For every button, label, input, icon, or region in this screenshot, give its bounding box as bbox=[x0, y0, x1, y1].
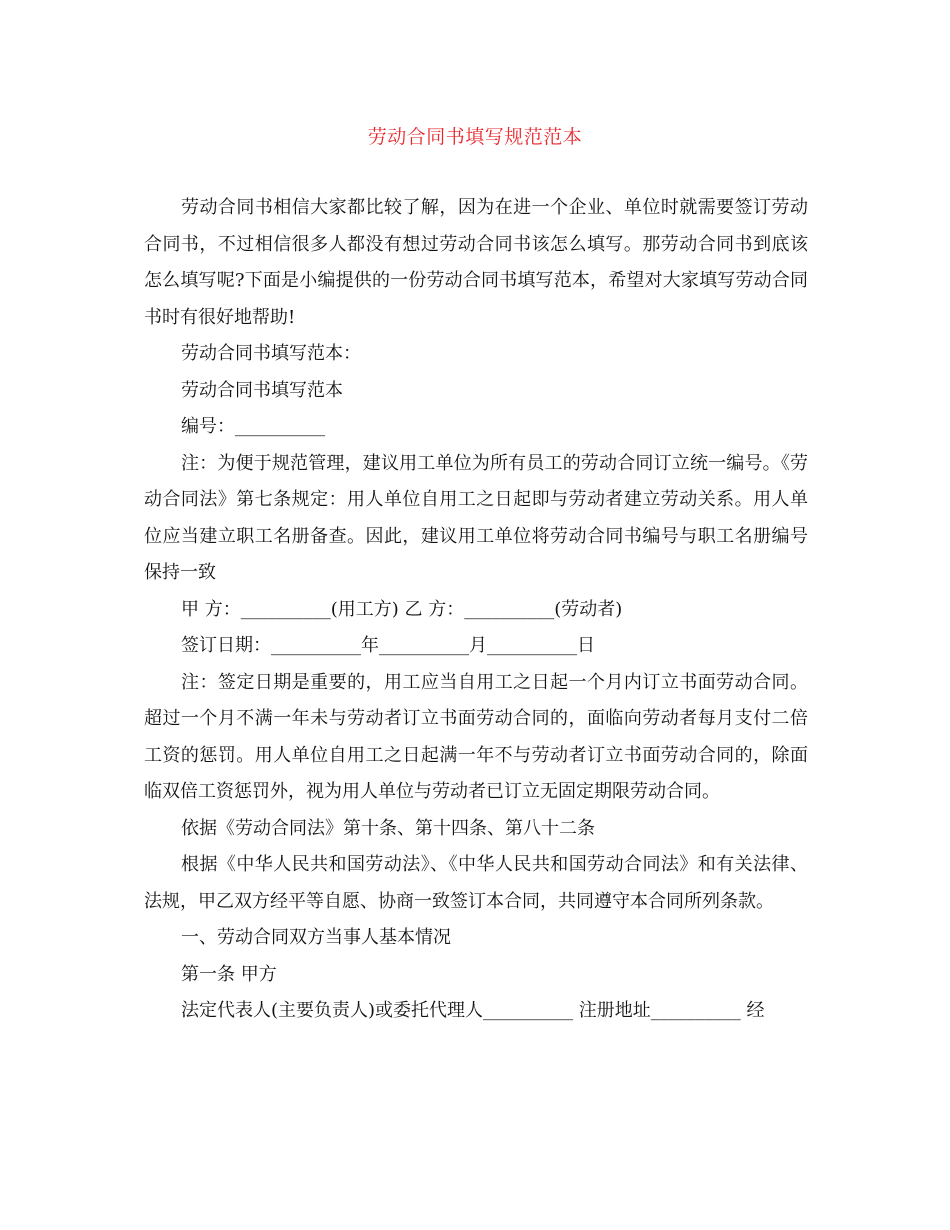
sample-subheading: 劳动合同书填写范本 bbox=[181, 379, 343, 401]
numbering-note: 注：为便于规范管理，建议用工单位为所有员工的劳动合同订立统一编号。《劳动合同法》第七条规定：用人单位自用工之日起即与劳动者建立劳动关系。用人单位应当建立职工名册备查。因此，建议用工单位将劳动合同书编号与职工名册编号保持一致 bbox=[144, 452, 808, 583]
legal-preamble: 根据《中华人民共和国劳动法》、《中华人民共和国劳动合同法》和有关法律、法规，甲乙双方经平等自愿、协商一致签订本合同，共同遵守本合同所列条款。 bbox=[144, 854, 808, 912]
sample-heading: 劳动合同书填写范本： bbox=[181, 343, 361, 364]
signing-date-note: 注：签定日期是重要的，用工应当自用工之日起一个月内订立书面劳动合同。超过一个月不满一年未与劳动者订立书面劳动合同的，面临向劳动者每月支付二倍工资的惩罚。用人单位自用工之日起满一年不与劳动者订立书面劳动合同的，除面临双倍工资惩罚外，视为用人单位与劳动者已订立无固定期限劳动合同。 bbox=[144, 671, 808, 802]
signing-date-line: 签订日期：__________年__________月__________日 bbox=[181, 635, 595, 656]
parties-line: 甲 方：__________(用工方) 乙 方：__________(劳动者) bbox=[181, 598, 623, 620]
section-one-heading: 一、劳动合同双方当事人基本情况 bbox=[181, 927, 451, 948]
legal-basis-line: 依据《劳动合同法》第十条、第十四条、第八十二条 bbox=[181, 817, 595, 839]
article-one-heading: 第一条 甲方 bbox=[181, 963, 277, 985]
contract-number-line: 编号：__________ bbox=[181, 416, 325, 437]
intro-paragraph: 劳动合同书相信大家都比较了解，因为在进一个企业、单位时就需要签订劳动合同书，不过相信很多人都没有想过劳动合同书该怎么填写。那劳动合同书到底该怎么填写呢?下面是小编提供的一份劳动合同书填写范本，希望对大家填写劳动合同书时有很好地帮助! bbox=[144, 197, 808, 328]
document-title: 劳动合同书填写规范范本 bbox=[367, 126, 583, 148]
document-body bbox=[144, 190, 808, 1030]
representative-line: 法定代表人(主要负责人)或委托代理人__________ 注册地址__________ 经 bbox=[181, 1000, 765, 1021]
